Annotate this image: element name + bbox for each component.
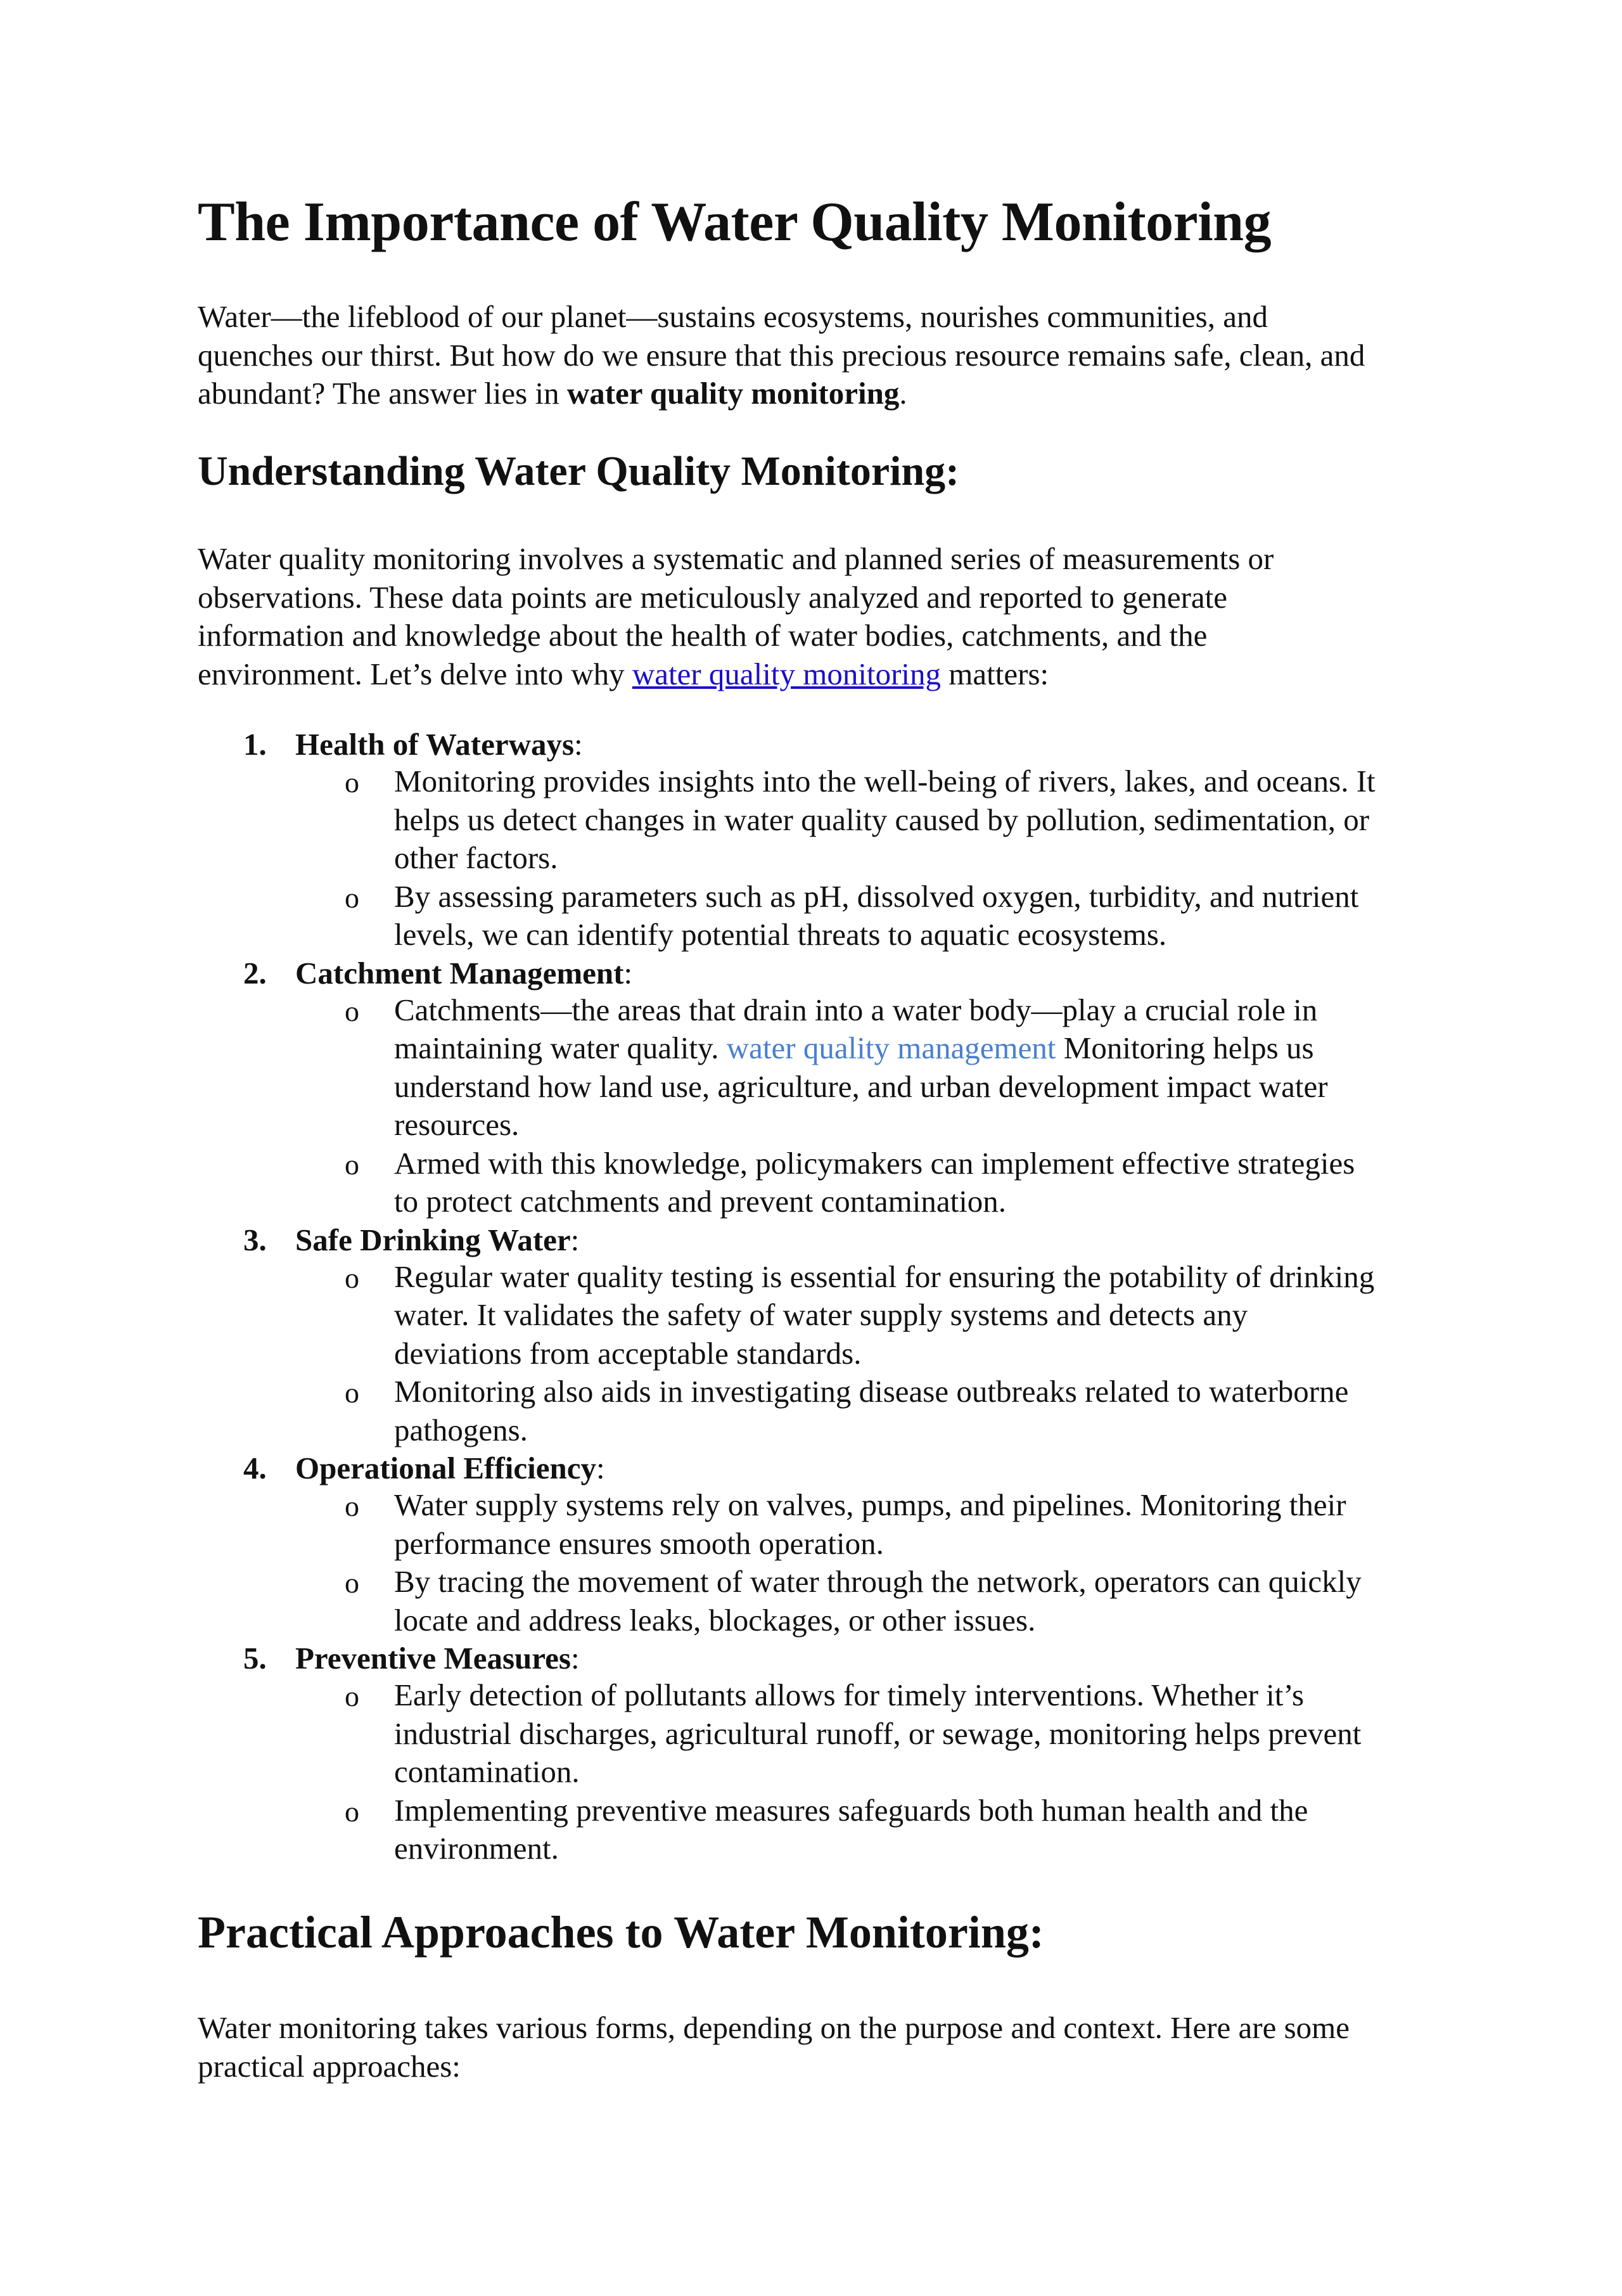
intro-paragraph <box>198 298 1440 413</box>
list-item-number: 5. <box>243 1641 267 1676</box>
bullet-line: performance ensures smooth operation. <box>394 1525 884 1561</box>
bullet-line: pathogens. <box>394 1412 528 1447</box>
list-item-number: 3. <box>243 1222 267 1257</box>
list-item-heading <box>198 726 1440 762</box>
list-item-colon: : <box>596 1451 605 1485</box>
list-item <box>198 1221 1440 1450</box>
paragraph-text: matters: <box>941 656 1049 691</box>
bullet-line: By assessing parameters such as pH, dissolved oxygen, turbidity, and nutrient <box>394 878 1359 914</box>
intro-text: abundant? The answer lies in <box>198 376 567 411</box>
paragraph-line: Water monitoring takes various forms, depending on the purpose and context. Here are some <box>198 2010 1350 2045</box>
sub-bullet <box>198 1792 1440 1868</box>
paragraph-line: practical approaches: <box>198 2048 461 2084</box>
paragraph-line: observations. These data points are meticulously analyzed and reported to generate <box>198 579 1228 615</box>
section-heading-understanding: Understanding Water Quality Monitoring: <box>198 448 960 494</box>
list-item <box>198 1639 1440 1868</box>
reasons-list <box>198 726 1440 1868</box>
paragraph-line: information and knowledge about the health of water bodies, catchments, and the <box>198 618 1208 653</box>
bullet-line: Early detection of pollutants allows for timely interventions. Whether it’s <box>394 1677 1305 1712</box>
sub-bullet <box>198 1563 1440 1639</box>
bullet-line: Armed with this knowledge, policymakers can implement effective strategies <box>394 1145 1355 1181</box>
practical-approaches-paragraph <box>198 2009 1440 2086</box>
bullet-line: Monitoring also aids in investigating disease outbreaks related to waterborne <box>394 1374 1349 1409</box>
bullet-line: By tracing the movement of water through the network, operators can quickly <box>394 1564 1362 1599</box>
bullet-marker: o <box>345 1376 359 1409</box>
bullet-marker: o <box>345 1490 359 1522</box>
sub-bullet <box>198 1676 1440 1792</box>
bullet-line: industrial discharges, agricultural runoff, or sewage, monitoring helps prevent <box>394 1716 1362 1751</box>
list-item-title-text: Catchment Management <box>295 955 624 991</box>
intro-line: quenches our thirst. But how do we ensure that this precious resource remains safe, clean, and <box>198 337 1365 373</box>
list-item-number: 4. <box>243 1451 267 1485</box>
bullet-line: helps us detect changes in water quality caused by pollution, sedimentation, or <box>394 802 1370 837</box>
list-item-heading <box>198 954 1440 991</box>
list-item-colon: : <box>574 727 583 762</box>
bullet-marker: o <box>345 1680 359 1712</box>
bullet-line: Regular water quality testing is essential for ensuring the potability of drinking <box>394 1259 1375 1294</box>
list-item-title <box>295 1449 605 1488</box>
list-item-title <box>295 954 632 993</box>
bullet-line <box>394 1029 1440 1068</box>
sub-bullet <box>198 991 1440 1145</box>
water-quality-management-link[interactable]: water quality management <box>726 1030 1056 1065</box>
intro-bold-term: water quality monitoring <box>566 376 900 411</box>
bullet-line: Catchments—the areas that drain into a water body—play a crucial role in <box>394 992 1318 1027</box>
list-item-colon: : <box>623 955 633 991</box>
sub-bullet <box>198 762 1440 878</box>
bullet-text: maintaining water quality. <box>394 1030 727 1065</box>
bullet-line: Implementing preventive measures safeguards both human health and the <box>394 1792 1308 1828</box>
sub-bullet <box>198 878 1440 954</box>
paragraph-line <box>198 655 1440 694</box>
bullet-marker: o <box>345 766 359 798</box>
list-item <box>198 1449 1440 1639</box>
bullet-line: resources. <box>394 1107 520 1142</box>
bullet-line: other factors. <box>394 840 558 875</box>
list-item-title <box>295 1639 580 1678</box>
list-item-colon: : <box>570 1222 580 1257</box>
section-heading-practical-approaches: Practical Approaches to Water Monitoring: <box>198 1907 1044 1958</box>
bullet-line: to protect catchments and prevent contamination. <box>394 1184 1007 1219</box>
document-title: The Importance of Water Quality Monitoring <box>198 191 1272 253</box>
bullet-line: Monitoring provides insights into the well-being of rivers, lakes, and oceans. It <box>394 764 1376 798</box>
bullet-line: understand how land use, agriculture, and urban development impact water <box>394 1068 1328 1104</box>
list-item-heading <box>198 1449 1440 1486</box>
list-item-title-text: Health of Waterways <box>295 727 575 762</box>
list-item-heading <box>198 1221 1440 1258</box>
bullet-line: water. It validates the safety of water supply systems and detects any <box>394 1297 1248 1332</box>
list-item <box>198 726 1440 954</box>
understanding-paragraph <box>198 540 1440 693</box>
intro-line: Water—the lifeblood of our planet—sustains ecosystems, nourishes communities, and <box>198 299 1268 334</box>
list-item-title <box>295 726 583 764</box>
bullet-line: contamination. <box>394 1754 580 1789</box>
paragraph-line: Water quality monitoring involves a systematic and planned series of measurements or <box>198 541 1274 576</box>
sub-bullet <box>198 1258 1440 1373</box>
list-item-title-text: Preventive Measures <box>295 1641 571 1676</box>
bullet-marker: o <box>345 1261 359 1294</box>
bullet-marker: o <box>345 881 359 914</box>
list-item-number: 2. <box>243 955 267 991</box>
bullet-marker: o <box>345 994 359 1027</box>
list-item-title-text: Safe Drinking Water <box>295 1222 571 1257</box>
sub-bullet <box>198 1486 1440 1563</box>
water-quality-monitoring-link[interactable]: water quality monitoring <box>632 656 942 691</box>
paragraph-text: environment. Let’s delve into why <box>198 656 632 691</box>
list-item-colon: : <box>570 1641 580 1676</box>
list-item <box>198 954 1440 1221</box>
bullet-marker: o <box>345 1795 359 1828</box>
bullet-line: locate and address leaks, blockages, or other issues. <box>394 1602 1036 1638</box>
bullet-marker: o <box>345 1567 359 1599</box>
list-item-title-text: Operational Efficiency <box>295 1451 596 1485</box>
bullet-marker: o <box>345 1148 359 1181</box>
intro-text: . <box>899 376 907 411</box>
bullet-line: environment. <box>394 1831 559 1866</box>
bullet-line: levels, we can identify potential threats to aquatic ecosystems. <box>394 917 1167 952</box>
list-item-heading <box>198 1639 1440 1676</box>
sub-bullet <box>198 1145 1440 1221</box>
bullet-text: Monitoring helps us <box>1056 1030 1314 1065</box>
bullet-line: deviations from acceptable standards. <box>394 1335 862 1371</box>
sub-bullet <box>198 1373 1440 1449</box>
list-item-title <box>295 1221 579 1260</box>
intro-line <box>198 375 1440 413</box>
list-item-number: 1. <box>243 727 267 762</box>
bullet-line: Water supply systems rely on valves, pumps, and pipelines. Monitoring their <box>394 1487 1346 1522</box>
